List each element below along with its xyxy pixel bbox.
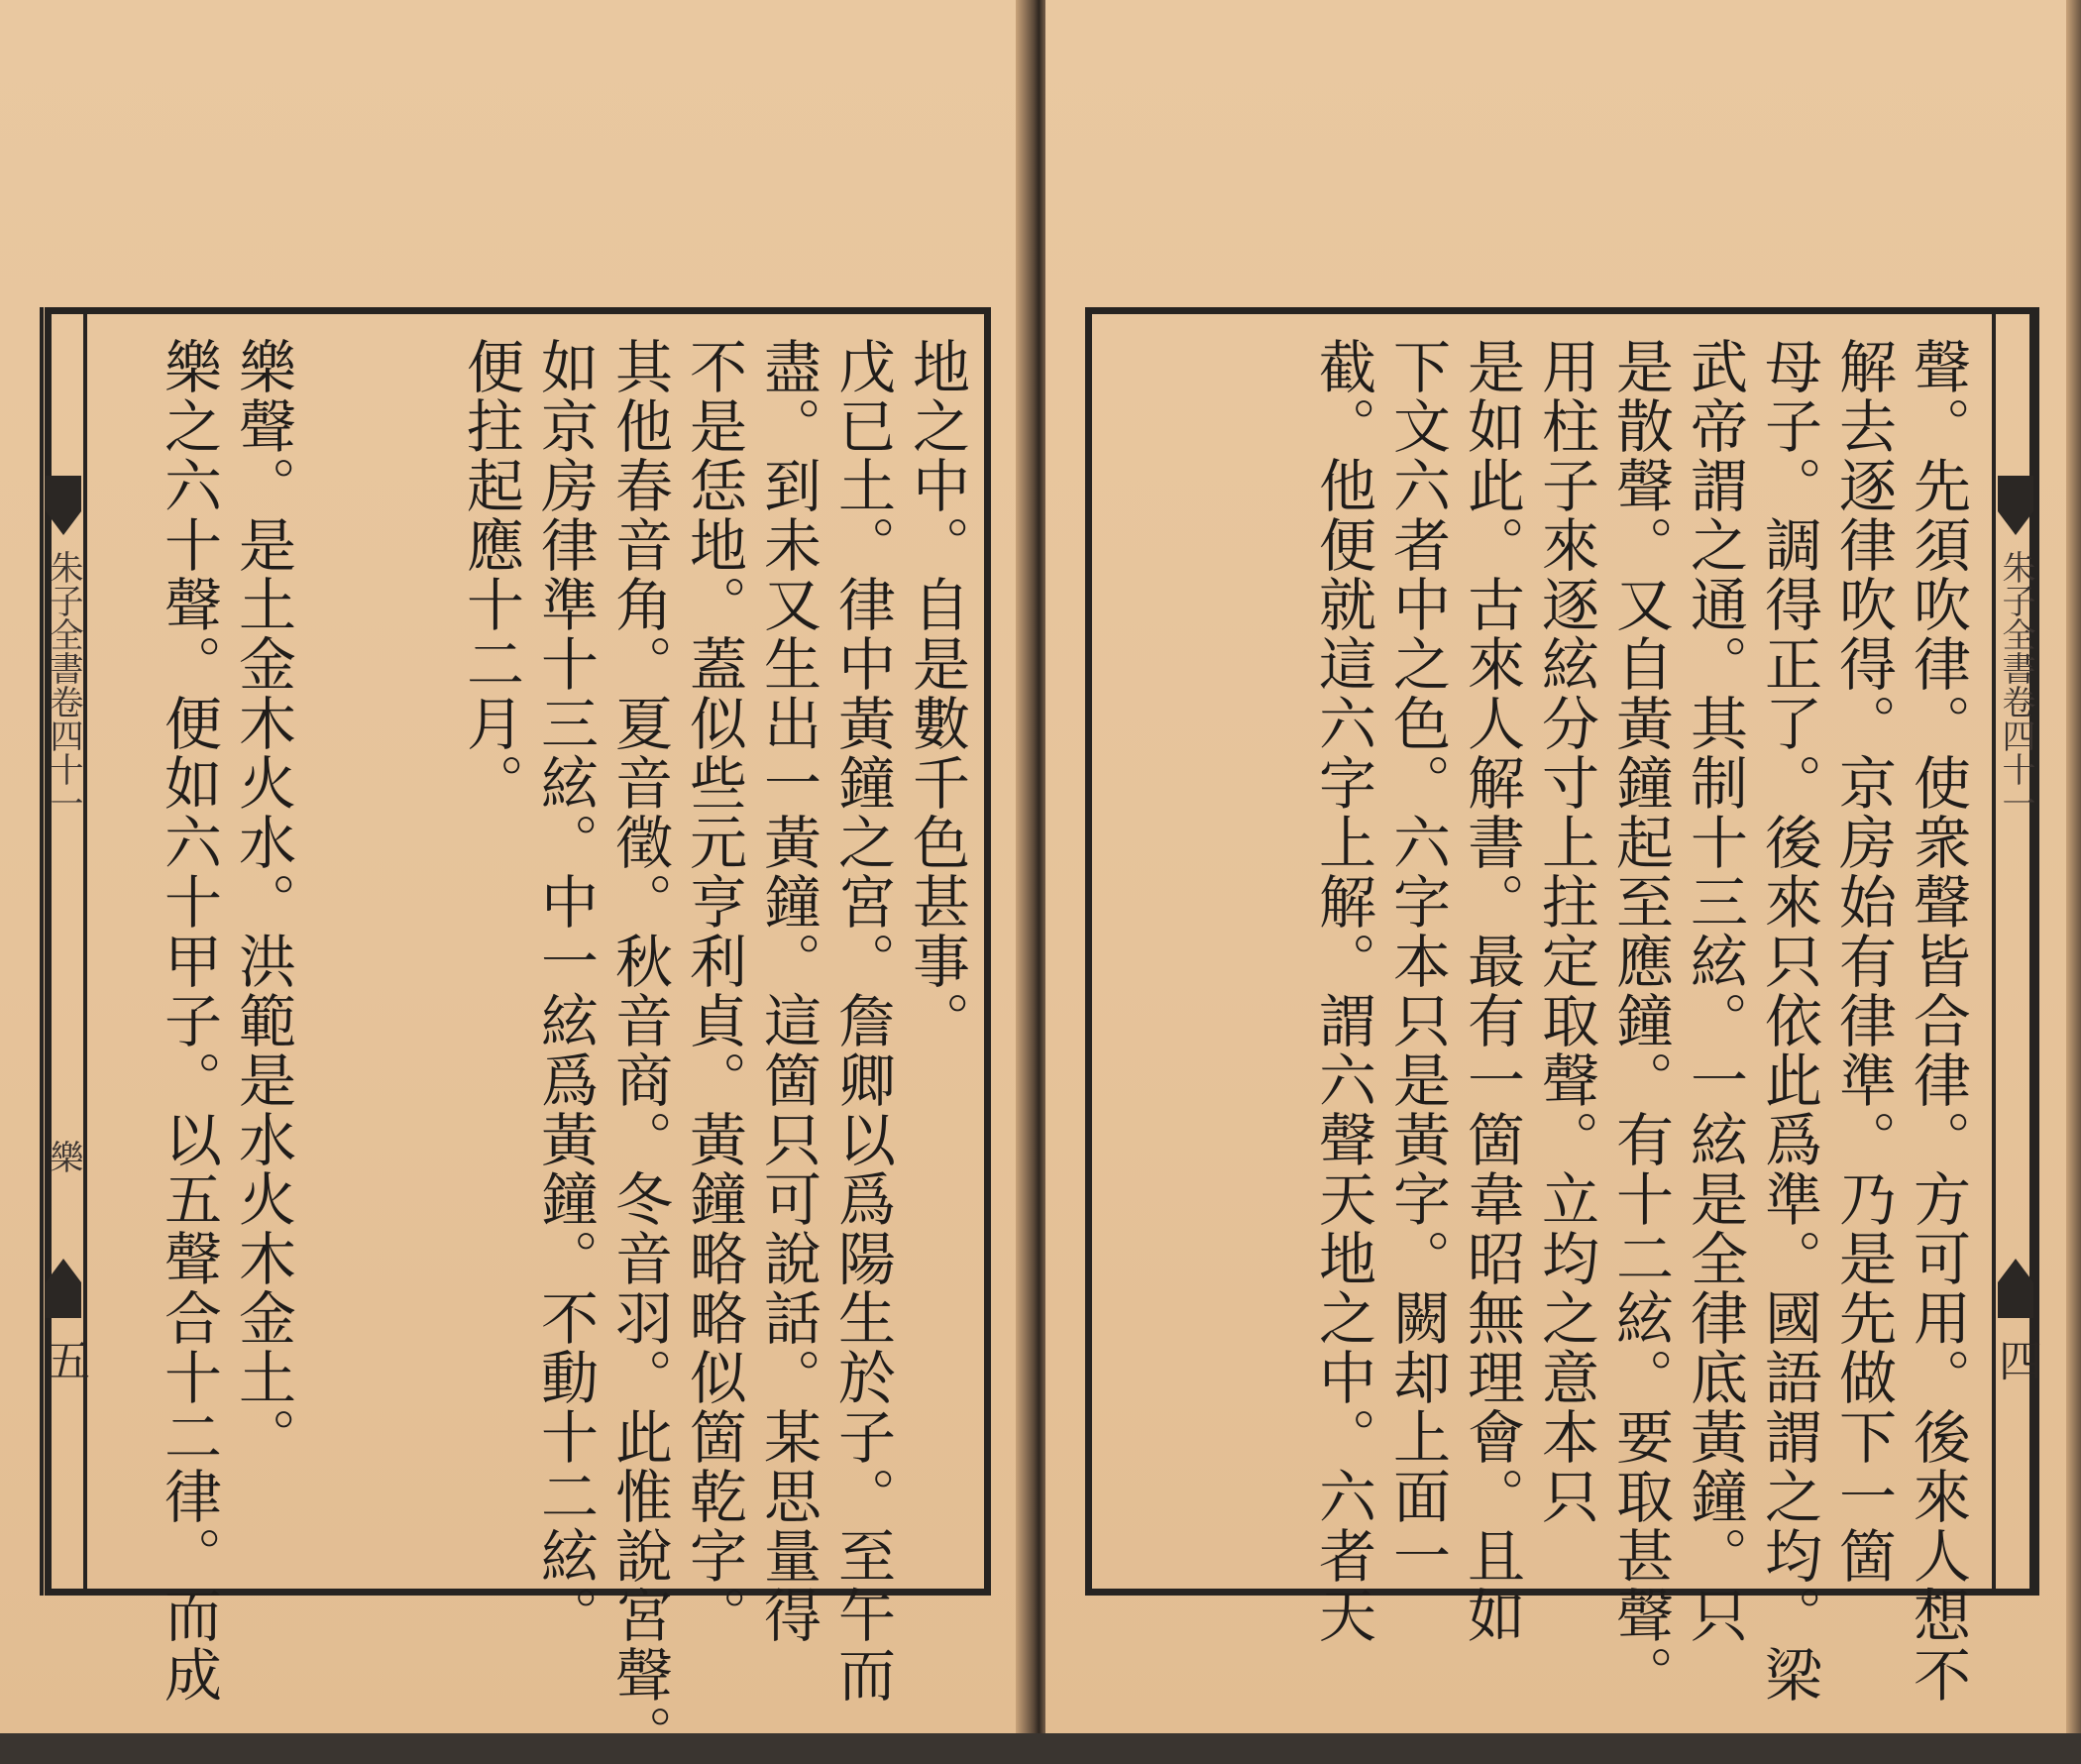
block-heart-title: 朱子全書卷四十一 bbox=[44, 550, 83, 820]
fishtail-mark bbox=[46, 476, 81, 535]
text-column: 如京房律準十三絃。中一絃爲黃鐘。不動十二絃。 bbox=[531, 337, 599, 1645]
text-column: 戊已土。律中黃鐘之宮。詹卿以爲陽生於子。至午而 bbox=[828, 337, 896, 1705]
left-block-heart bbox=[40, 307, 87, 1596]
text-column: 解去逐律吹得。京房始有律準。乃是先做下一箇 bbox=[1829, 337, 1897, 1586]
text-column: 聲。先須吹律。使衆聲皆合律。方可用。後來人想不 bbox=[1904, 337, 1971, 1705]
fishtail-mark bbox=[1998, 1259, 2033, 1318]
text-column: 武帝謂之通。其制十三絃。一絃是全律底黃鐘。只 bbox=[1681, 337, 1748, 1645]
text-column: 樂聲。是土金木火水。洪範是水火木金土。 bbox=[229, 337, 296, 1467]
block-heart-title: 朱子全書卷四十一 bbox=[1996, 550, 2035, 820]
text-column: 截。他便就這六字上解。謂六聲天地之中。六者天 bbox=[1309, 337, 1376, 1645]
page-edge bbox=[2066, 0, 2081, 1733]
text-column: 下文六者中之色。六字本只是黃字。闕却上面一 bbox=[1383, 337, 1451, 1586]
text-column: 用柱子來逐絃分寸上拄定取聲。立均之意本只 bbox=[1532, 337, 1599, 1526]
fishtail-mark bbox=[46, 1259, 81, 1318]
text-column: 地之中。自是數千色甚事。 bbox=[903, 337, 970, 1050]
text-column: 不是恁地。蓋似些元亨利貞。黃鐘略略似箇乾字。 bbox=[680, 337, 747, 1645]
text-column: 是散聲。又自黃鐘起至應鐘。有十二絃。要取甚聲。 bbox=[1606, 337, 1674, 1705]
page-number: 五 bbox=[39, 1338, 89, 1381]
right-block-heart bbox=[1992, 307, 2039, 1596]
text-column: 是如此。古來人解書。最有一箇韋昭無理會。且如 bbox=[1458, 337, 1525, 1645]
block-heart-section: 樂 bbox=[44, 1140, 83, 1173]
fishtail-mark bbox=[1998, 476, 2033, 535]
text-column: 盡。到未又生出一黃鐘。這箇只可說話。某思量得 bbox=[754, 337, 821, 1645]
text-column: 樂之六十聲。便如六十甲子。以五聲合十二律。而成 bbox=[155, 337, 222, 1705]
page-number: 四 bbox=[1991, 1338, 2041, 1381]
text-column: 其他春音角。夏音徵。秋音商。冬音羽。此惟說宮聲。 bbox=[605, 337, 673, 1764]
text-column: 便拄起應十二月。 bbox=[457, 337, 524, 813]
text-column: 母子。調得正了。後來只依此爲準。國語謂之均。梁 bbox=[1755, 337, 1822, 1705]
